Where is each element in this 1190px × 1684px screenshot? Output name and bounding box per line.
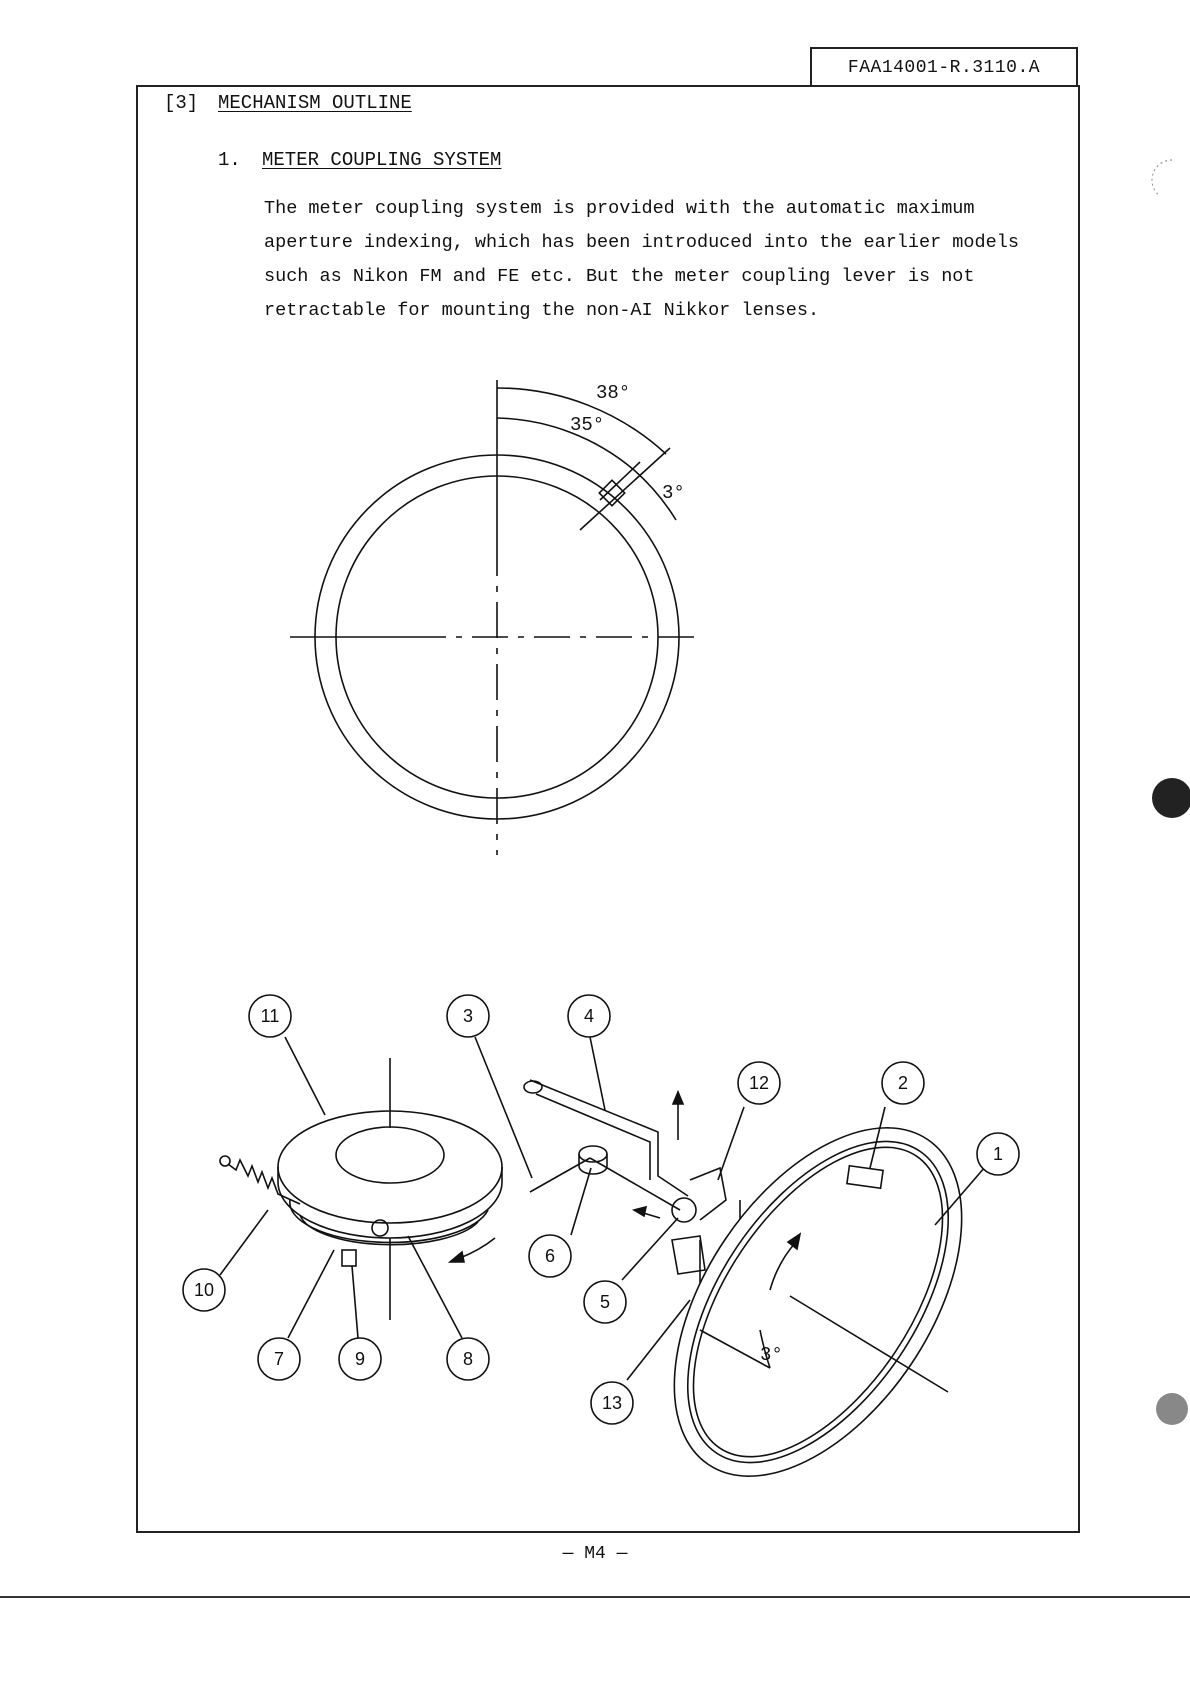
body-line: The meter coupling system is provided with the automatic maximum — [264, 198, 975, 219]
body-line: such as Nikon FM and FE etc. But the meter coupling lever is not — [264, 266, 975, 287]
punch-hole-faint — [1152, 160, 1172, 196]
document-code: FAA14001-R.3110.A — [810, 47, 1078, 85]
body-line: aperture indexing, which has been introduced into the earlier models — [264, 232, 1019, 253]
callout-label: 9 — [354, 1349, 366, 1369]
callout-label: 11 — [260, 1006, 280, 1026]
bottom-rule — [0, 1596, 1190, 1598]
subsection-number: 1. — [218, 149, 241, 171]
callout-label: 8 — [462, 1349, 474, 1369]
body-line: retractable for mounting the non-AI Nikkor lenses. — [264, 300, 820, 321]
punch-hole-filled — [1152, 778, 1190, 818]
section-number: [3] — [164, 92, 199, 114]
callout-label: 4 — [583, 1006, 595, 1026]
callout-label: 3 — [462, 1006, 474, 1026]
page-footer: — M4 — — [562, 1544, 628, 1564]
callout-label: 1 — [992, 1144, 1004, 1164]
callout-label: 2 — [897, 1073, 909, 1093]
callout-label: 12 — [748, 1073, 770, 1093]
punch-hole-gray — [1156, 1393, 1188, 1425]
angle-label-35: 35° — [570, 414, 605, 436]
ring-angle-label: 3° — [760, 1344, 783, 1366]
callout-label: 5 — [599, 1292, 611, 1312]
callout-label: 10 — [193, 1280, 215, 1300]
section-title: MECHANISM OUTLINE — [218, 92, 412, 114]
angle-label-38: 38° — [596, 382, 631, 404]
callout-label: 13 — [601, 1393, 623, 1413]
angle-label-3: 3° — [662, 482, 685, 504]
callout-label: 7 — [273, 1349, 285, 1369]
callout-label: 6 — [544, 1246, 556, 1266]
subsection-title: METER COUPLING SYSTEM — [262, 149, 502, 171]
